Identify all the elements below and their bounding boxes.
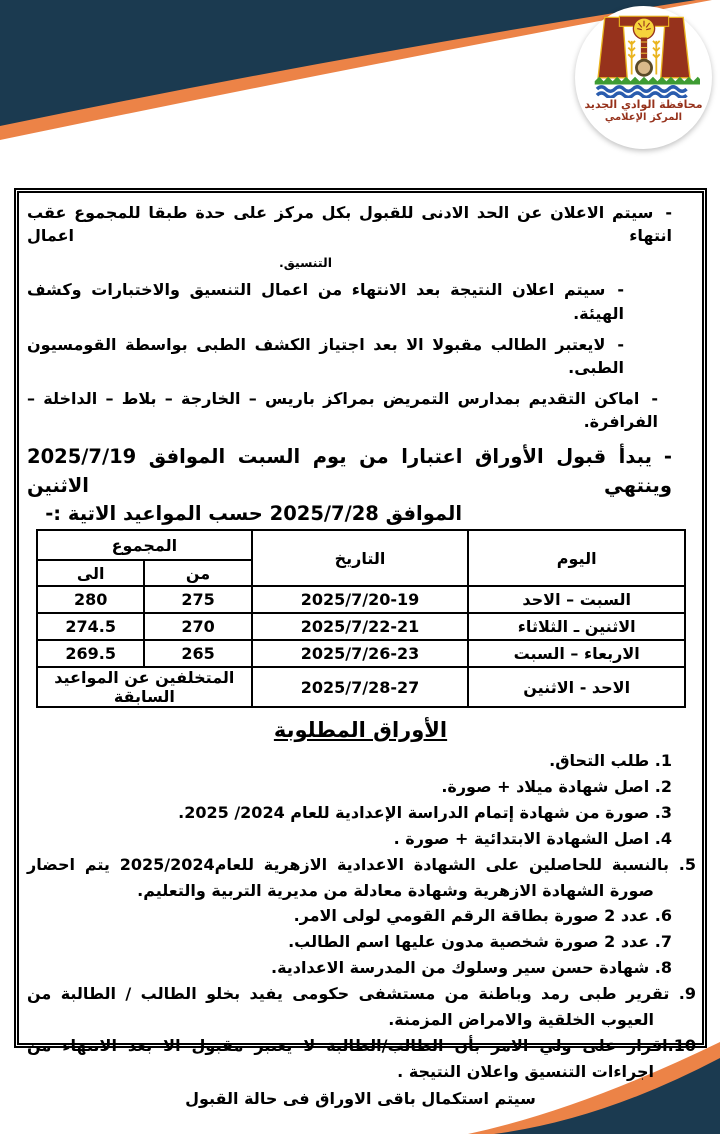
required-documents-title: الأوراق المطلوبة [273, 718, 448, 742]
table-row [37, 667, 685, 707]
cell-date: 2025/7/26-23 [252, 640, 469, 667]
notice-list [25, 201, 696, 525]
document-frame [14, 188, 707, 1108]
logo-organization-name: محافظة الوادي الجديد [584, 98, 703, 111]
governorate-logo [575, 6, 712, 149]
cell-date: 2025/7/20-19 [252, 586, 469, 613]
list-item: 10.اقرار على ولي الامر بأن الطالب/الطالبة لا يعتبر مقبول الا بعد الانتهاء من اجراءات التنسيق واعلان النتيجة . [27, 1035, 696, 1081]
list-item: 6. عدد 2 صورة بطاقة الرقم القومي لولى الامر. [293, 906, 672, 926]
notice-application-locations: -اماكن التقديم بمدارس التمريض بمراكز باريس – الخارجة – بلاط – الداخلة – الفرافرة. [27, 389, 658, 432]
cell-to: 280 [37, 586, 144, 613]
column-header-date: التاريخ [252, 530, 469, 586]
logo-media-center-name: المركز الإعلامي [604, 111, 683, 123]
cell-to: 269.5 [37, 640, 144, 667]
dash-bullet-icon: - [651, 389, 658, 409]
cell-from: 270 [144, 613, 251, 640]
cell-to: 274.5 [37, 613, 144, 640]
required-documents-list [25, 748, 696, 1085]
list-item: 7. عدد 2 صورة شخصية مدون عليها اسم الطالب. [288, 932, 672, 952]
column-header-day: اليوم [468, 530, 685, 586]
cell-day: السبت – الاحد [468, 586, 685, 613]
notice-minimum-score: -سيتم الاعلان عن الحد الادنى للقبول بكل مركز على حدة طبقا للمجموع عقب انتهاء اعمال [27, 203, 672, 246]
list-item: 2. اصل شهادة ميلاد + صورة. [441, 776, 672, 796]
notice-minimum-score-continuation: التنسيق. [278, 255, 332, 271]
dash-bullet-icon: - [663, 444, 672, 468]
cell-day: الاحد - الاثنين [468, 667, 685, 707]
list-item: 9. تقرير طبى رمد وباطنة من مستشفى حكومى يفيد بخلو الطالب / الطالبة من العيوب الخلقية والامراض المزمنة. [27, 984, 696, 1030]
table-row [37, 640, 685, 667]
cell-day: الاثنين ـ الثلاثاء [468, 613, 685, 640]
closing-note: سيتم استكمال باقى الاوراق فى حالة القبول [185, 1088, 536, 1108]
notice-application-period: -يبدأ قبول الأوراق اعتبارا من يوم السبت الموافق 2025/7/19 وينتهي الاثنين [27, 444, 672, 497]
schedule-table [36, 529, 686, 708]
list-item: 8. شهادة حسن سير وسلوك من المدرسة الاعدادية. [271, 958, 672, 978]
column-header-total: المجموع [37, 530, 252, 560]
cell-day: الاربعاء – السبت [468, 640, 685, 667]
cell-date: 2025/7/28-27 [252, 667, 469, 707]
cell-latecomers-note: المتخلفين عن المواعيد السابقة [37, 667, 252, 707]
cell-from: 275 [144, 586, 251, 613]
column-header-to: الى [37, 560, 144, 586]
dash-bullet-icon: - [617, 334, 624, 354]
dash-bullet-icon: - [665, 203, 672, 222]
list-item: 5. بالنسبة للحاصلين على الشهادة الاعدادية الازهرية للعام2025/2024 يتم احضار صورة الشهادة الازهرية وشهادة معادلة من مديرية التربية والتعليم. [27, 854, 696, 900]
table-row [37, 613, 685, 640]
dash-bullet-icon: - [617, 280, 624, 300]
governorate-emblem-icon [588, 14, 700, 98]
notice-medical-exam: -لايعتبر الطالب مقبولا الا بعد اجتياز الكشف الطبى بواسطة القومسيون الطبى. [27, 334, 624, 377]
notice-result-announcement: -سيتم اعلان النتيجة بعد الانتهاء من اعمال التنسيق والاختبارات وكشف الهيئة. [27, 280, 624, 323]
notice-application-period-continuation: الموافق 2025/7/28 حسب المواعيد الاتية :- [45, 502, 462, 525]
cell-date: 2025/7/22-21 [252, 613, 469, 640]
list-item: 4. اصل الشهادة الابتدائية + صورة . [393, 828, 672, 848]
column-header-from: من [144, 560, 251, 586]
list-item: 3. صورة من شهادة إتمام الدراسة الإعدادية للعام 2024/ 2025. [178, 802, 672, 822]
cell-from: 265 [144, 640, 251, 667]
table-row [37, 586, 685, 613]
list-item: 1. طلب التحاق. [549, 751, 672, 770]
